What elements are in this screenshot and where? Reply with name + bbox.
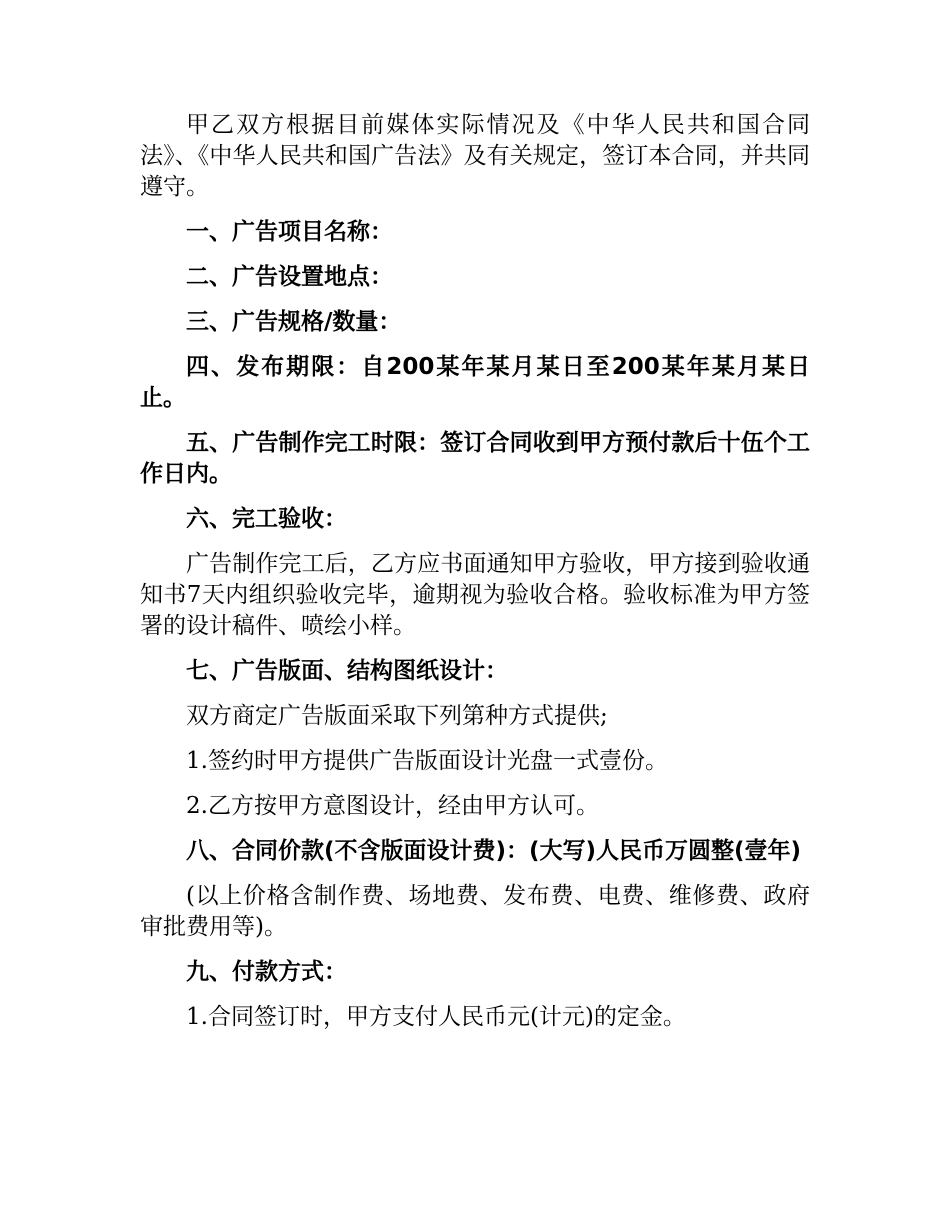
document-body <box>140 110 810 1047</box>
section-heading-1: 一、广告项目名称： <box>186 219 393 245</box>
design-option-1: 1.签约时甲方提供广告版面设计光盘一式壹份。 <box>186 748 668 774</box>
section-heading-2: 二、广告设置地点： <box>186 264 393 290</box>
section-heading-8: 八、合同价款(不含版面设计费)：(大写)人民币万圆整(壹年) <box>186 838 802 864</box>
section-heading-5: 五、广告制作完工时限：签订合同收到甲方预付款后十伍个工作日内。 <box>140 430 810 487</box>
payment-item-1: 1.合同签订时，甲方支付人民币元(计元)的定金。 <box>186 1004 686 1030</box>
section-heading-4: 四、发布期限：自200某年某月某日至200某年某月某日止。 <box>140 354 810 411</box>
section-heading-7: 七、广告版面、结构图纸设计： <box>186 658 508 684</box>
design-method-paragraph: 双方商定广告版面采取下列第种方式提供; <box>186 703 608 729</box>
intro-paragraph: 甲乙双方根据目前媒体实际情况及《中华人民共和国合同法》、《中华人民共和国广告法》及有关规定，签订本合同，并共同遵守。 <box>140 112 810 200</box>
acceptance-paragraph: 广告制作完工后，乙方应书面通知甲方验收，甲方接到验收通知书7天内组织验收完毕，逾期视为验收合格。验收标准为甲方签署的设计稿件、喷绘小样。 <box>140 551 810 639</box>
section-heading-9: 九、付款方式： <box>186 959 347 985</box>
design-option-2: 2.乙方按甲方意图设计，经由甲方认可。 <box>186 793 599 819</box>
price-note-paragraph: (以上价格含制作费、场地费、发布费、电费、维修费、政府审批费用等)。 <box>140 883 810 940</box>
section-heading-3: 三、广告规格/数量： <box>186 309 402 335</box>
section-heading-6: 六、完工验收： <box>186 506 347 532</box>
